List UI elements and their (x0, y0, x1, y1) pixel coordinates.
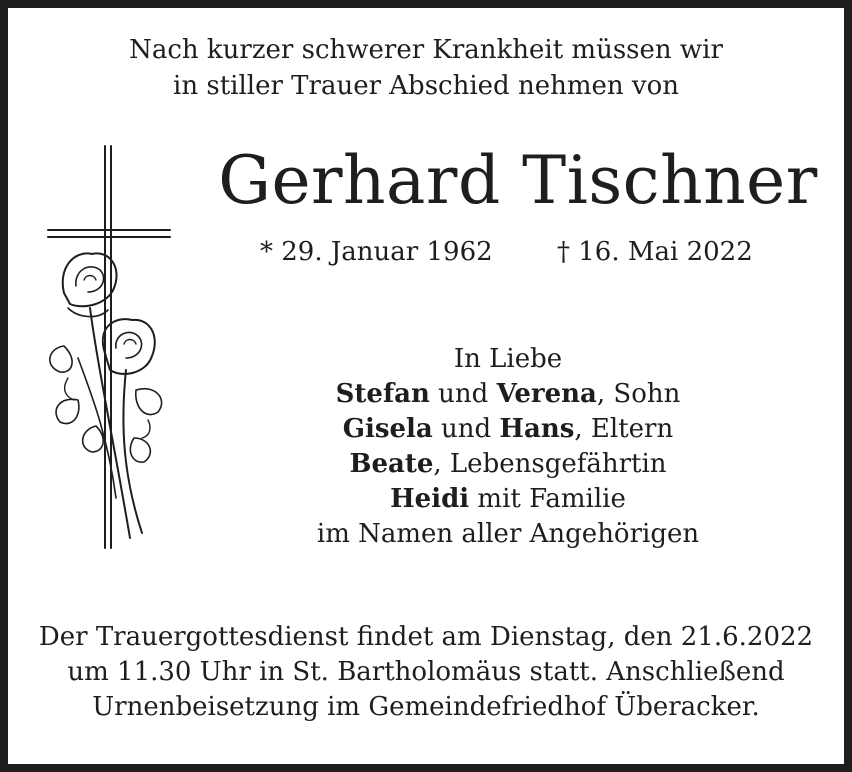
cross-with-roses-icon (38, 138, 178, 558)
intro-text (8, 32, 844, 104)
mourner-name: Hans (499, 414, 575, 444)
mourner-line (208, 447, 808, 482)
mourners-closing: im Namen aller Angehörigen (316, 519, 700, 549)
birth-date: * 29. Januar 1962 (260, 237, 493, 267)
mourner-name: Heidi (390, 484, 470, 514)
mourner-line (208, 377, 808, 412)
mourner-name: Verena (496, 379, 597, 409)
mourner-name: Beate (349, 449, 434, 479)
mourner-relation: , Lebensgefährtin (433, 449, 667, 479)
intro-line-1: Nach kurzer schwerer Krankheit müssen wir (129, 35, 723, 65)
mourner-relation: , Sohn (596, 379, 681, 409)
mourner-relation: , Eltern (574, 414, 674, 444)
mourners-heading: In Liebe (453, 344, 563, 374)
death-date: † 16. Mai 2022 (557, 237, 753, 267)
mourner-line (208, 412, 808, 447)
mourner-text: und (429, 379, 497, 409)
mourner-relation: mit Familie (469, 484, 626, 514)
deceased-name: Gerhard Tischner (218, 142, 818, 219)
life-dates (260, 234, 753, 270)
mourner-name: Stefan (335, 379, 430, 409)
mourner-line (208, 482, 808, 517)
intro-line-2: in stiller Trauer Abschied nehmen von (173, 71, 679, 101)
mourners-list (208, 342, 808, 552)
service-line-1: Der Trauergottesdienst findet am Dienstag, den 21.6.2022 (38, 622, 814, 652)
service-line-3: Urnenbeisetzung im Gemeindefriedhof Überacker. (92, 692, 760, 722)
mourner-text: und (432, 414, 500, 444)
service-line-2: um 11.30 Uhr in St. Bartholomäus statt. Anschließend (67, 657, 785, 687)
mourner-name: Gisela (342, 414, 433, 444)
service-announcement (8, 620, 844, 725)
